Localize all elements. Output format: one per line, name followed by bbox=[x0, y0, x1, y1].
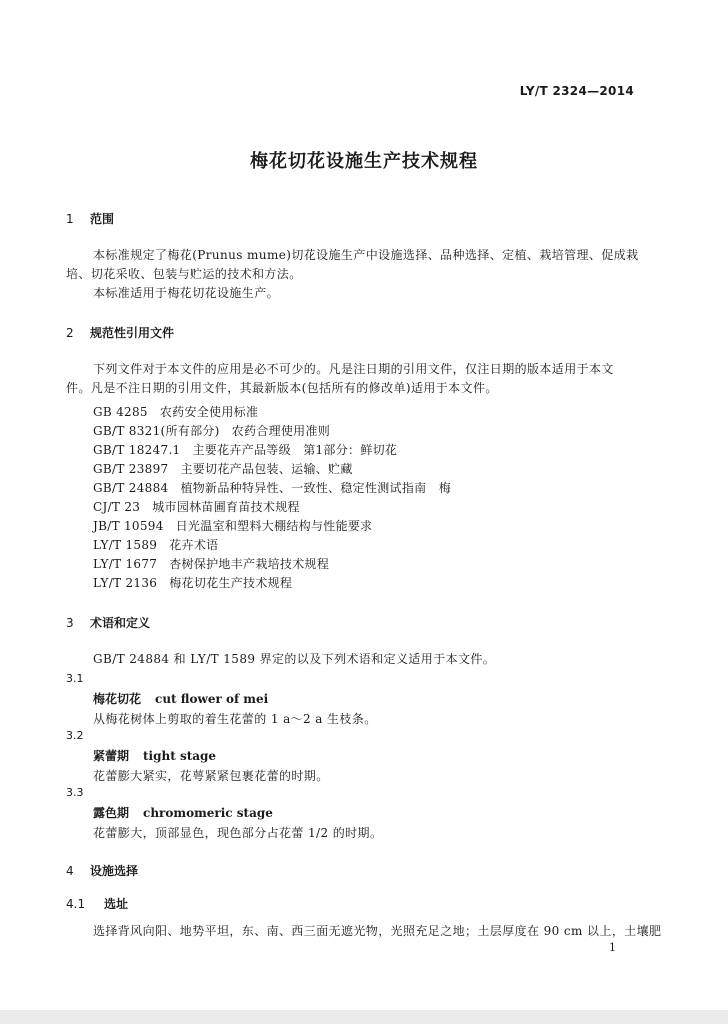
section-number: 1 bbox=[66, 212, 74, 226]
terms-intro: GB/T 24884 和 LY/T 1589 界定的以及下列术语和定义适用于本文件。 bbox=[93, 652, 496, 666]
term-chinese: 紧蕾期 bbox=[93, 749, 130, 763]
subsection-title: 选址 bbox=[104, 897, 129, 911]
reference-item bbox=[93, 536, 218, 553]
term-english: chromomeric stage bbox=[143, 806, 273, 820]
site-selection-paragraph: 选择背风向阳、地势平坦，东、南、西三面无遮光物，光照充足之地；土层厚度在 90 cm 以上，土壤肥 bbox=[93, 924, 662, 938]
term-number: 3.1 bbox=[66, 672, 84, 685]
reference-title: 农药安全使用标准 bbox=[159, 405, 259, 419]
scope-paragraph-line-2: 培、切花采收、包装与贮运的技术和方法。 bbox=[66, 267, 302, 281]
scope-paragraph-2: 本标准适用于梅花切花设施生产。 bbox=[93, 286, 280, 300]
term-heading bbox=[93, 747, 216, 764]
term-heading bbox=[93, 804, 273, 821]
section-number: 3 bbox=[66, 616, 74, 630]
term-english: cut flower of mei bbox=[155, 692, 269, 706]
section-title: 设施选择 bbox=[90, 864, 139, 878]
reference-code: GB/T 24884 bbox=[93, 481, 169, 495]
term-definition: 花蕾膨大紧实，花萼紧紧包裹花蕾的时期。 bbox=[93, 769, 329, 783]
section-title: 术语和定义 bbox=[90, 616, 151, 630]
reference-item bbox=[93, 574, 292, 591]
scope-paragraph-line-1: 本标准规定了梅花(Prunus mume)切花设施生产中设施选择、品种选择、定植、栽培管理、促成栽 bbox=[93, 248, 639, 262]
section-number: 4 bbox=[66, 864, 74, 878]
reference-title: 杏树保护地丰产栽培技术规程 bbox=[169, 557, 330, 571]
reference-code: JB/T 10594 bbox=[93, 519, 164, 533]
reference-code: GB/T 18247.1 bbox=[93, 443, 181, 457]
reference-code: GB/T 23897 bbox=[93, 462, 169, 476]
reference-code: GB/T 8321(所有部分) bbox=[93, 424, 220, 438]
term-english: tight stage bbox=[143, 749, 217, 763]
reference-item bbox=[93, 498, 300, 515]
reference-code: LY/T 2136 bbox=[93, 576, 158, 590]
reference-item bbox=[93, 479, 451, 496]
term-number: 3.3 bbox=[66, 786, 84, 799]
reference-title: 日光温室和塑料大棚结构与性能要求 bbox=[175, 519, 373, 533]
section-3-heading bbox=[66, 614, 150, 631]
term-chinese: 露色期 bbox=[93, 806, 130, 820]
term-number: 3.2 bbox=[66, 729, 84, 742]
reference-title: 主要切花产品包装、运输、贮藏 bbox=[180, 462, 353, 476]
reference-item bbox=[93, 555, 329, 572]
reference-item bbox=[93, 460, 353, 477]
subsection-heading bbox=[66, 895, 128, 912]
subsection-number: 4.1 bbox=[66, 897, 86, 911]
term-chinese: 梅花切花 bbox=[93, 692, 142, 706]
term-definition: 从梅花树体上剪取的着生花蕾的 1 a～2 a 生枝条。 bbox=[93, 712, 377, 726]
section-1-heading bbox=[66, 210, 114, 227]
section-title: 范围 bbox=[90, 212, 115, 226]
page-number: 1 bbox=[609, 941, 616, 954]
reference-title: 主要花卉产品等级 第1部分：鲜切花 bbox=[192, 443, 398, 457]
reference-title: 梅花切花生产技术规程 bbox=[169, 576, 293, 590]
section-4-heading bbox=[66, 862, 138, 879]
normative-intro-line-1: 下列文件对于本文件的应用是必不可少的。凡是注日期的引用文件，仅注日期的版本适用于本文 bbox=[93, 362, 614, 376]
normative-intro-line-2: 件。凡是不注日期的引用文件，其最新版本(包括所有的修改单)适用于本文件。 bbox=[66, 381, 498, 395]
section-number: 2 bbox=[66, 326, 74, 340]
reference-code: GB 4285 bbox=[93, 405, 148, 419]
section-2-heading bbox=[66, 324, 174, 341]
reference-code: LY/T 1589 bbox=[93, 538, 158, 552]
reference-item bbox=[93, 517, 372, 534]
reference-code: LY/T 1677 bbox=[93, 557, 158, 571]
reference-title: 植物新品种特异性、一致性、稳定性测试指南 梅 bbox=[180, 481, 452, 495]
section-title: 规范性引用文件 bbox=[90, 326, 175, 340]
term-heading bbox=[93, 690, 268, 707]
document-title: 梅花切花设施生产技术规程 bbox=[250, 151, 478, 172]
term-definition: 花蕾膨大，顶部显色，现色部分占花蕾 1/2 的时期。 bbox=[93, 826, 383, 840]
reference-title: 城市园林苗圃育苗技术规程 bbox=[152, 500, 300, 514]
bottom-margin-band bbox=[0, 1010, 728, 1024]
reference-item bbox=[93, 403, 258, 420]
standard-code: LY/T 2324—2014 bbox=[519, 84, 634, 98]
reference-item bbox=[93, 441, 397, 458]
reference-item bbox=[93, 422, 330, 439]
reference-title: 花卉术语 bbox=[169, 538, 219, 552]
reference-title: 农药合理使用准则 bbox=[231, 424, 331, 438]
reference-code: CJ/T 23 bbox=[93, 500, 141, 514]
